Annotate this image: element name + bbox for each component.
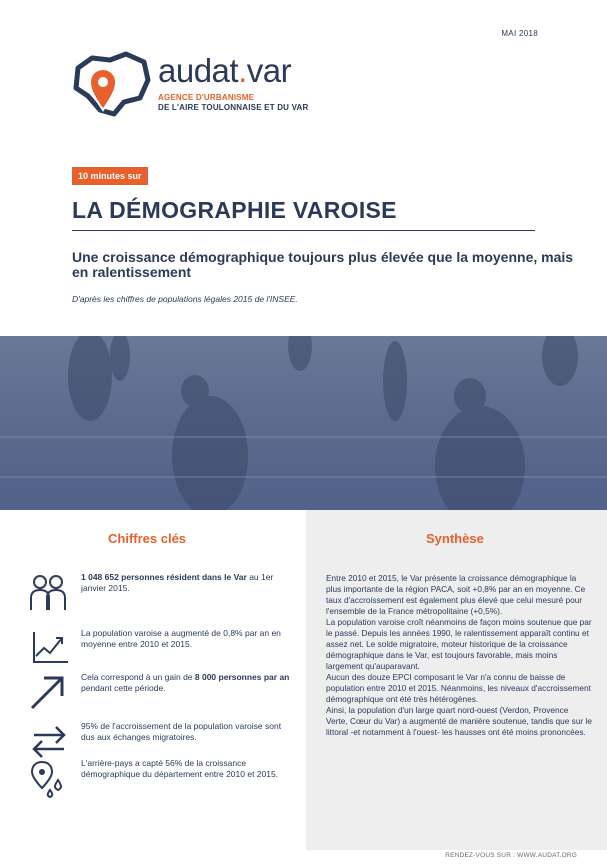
page-title: LA DÉMOGRAPHIE VAROISE [72, 197, 397, 223]
key-figure-text: 1 048 652 personnes résident dans le Var au 1er janvier 2015. [81, 572, 274, 593]
footer-link[interactable]: RENDEZ-VOUS SUR : WWW.AUDAT.ORG [445, 852, 577, 859]
key-figure-gain [28, 672, 298, 712]
page-subtitle: Une croissance démographique toujours plus élevée que la moyenne, mais en ralentissement [72, 249, 574, 280]
synthesis-paragraph: Entre 2010 et 2015, le Var présente la croissance démographique la plus importante de la région PACA, soit +0,8% par an en moyenne. Ce taux d'accroissement est également plus élevé que celui mesuré pour l'ensemble de la France métropolitaine (+0,5%). [326, 573, 586, 616]
key-figure-population [28, 572, 298, 612]
exchange-arrows-icon [28, 721, 70, 761]
location-drops-icon [28, 758, 70, 798]
key-figure-growth [28, 628, 298, 668]
synthesis-paragraph: Ainsi, la population d'un large quart nord-ouest (Verdon, Provence Verte, Cœur du Var) a augmenté de manière soutenue, tandis que sur le littoral -et notamment à l'ouest- les hausses ont été moins prononcées. [326, 705, 592, 737]
logo [70, 50, 330, 120]
key-figures-title: Chiffres clés [108, 531, 187, 546]
key-figure-text: L'arrière-pays a capté 56% de la croissance démographique du département entre 2010 et 2015. [81, 758, 279, 779]
synthesis-body [326, 573, 592, 738]
arrow-up-right-icon [28, 672, 70, 712]
logo-subtitle-2: DE L'AIRE TOULONNAISE ET DU VAR [158, 103, 309, 112]
date-label: MAI 2018 [501, 29, 538, 38]
key-figure-text: Cela correspond à un gain de 8 000 personnes par an pendant cette période. [81, 672, 290, 693]
people-icon [28, 572, 70, 612]
key-figure-text: La population varoise a augmenté de 0,8% par an en moyenne entre 2010 et 2015. [81, 628, 281, 649]
key-figure-text: 95% de l'accroissement de la population varoise sont dus aux échanges migratoires. [81, 721, 282, 742]
crowd-silhouettes-icon [0, 336, 607, 510]
map-pin-logo-icon [70, 50, 152, 118]
synthesis-paragraph: La population varoise croît néanmoins de façon moins soutenue que par le passé. Depuis les années 1990, le ralentissement apparaît continu et assez net. Le solde migratoire, moteur historique de la croissance démographique dans le Var, est toujours favorable, mais moins largement qu'auparavant. [326, 617, 592, 671]
source-note: D'après les chiffres de populations légales 2015 de l'INSEE. [72, 294, 298, 304]
banner-photo [0, 336, 607, 510]
key-figure-hinterland [28, 758, 298, 798]
logo-subtitle-1: AGENCE D'URBANISME [158, 93, 255, 102]
growth-chart-icon [28, 628, 70, 668]
logo-name: audat.var [158, 52, 292, 89]
synthesis-paragraph: Aucun des douze EPCI composant le Var n'a connu de baisse de population entre 2010 et 2015. Néanmoins, les niveaux d'accroissement démographique ont été très hétérogènes. [326, 672, 591, 704]
badge-10-minutes: 10 minutes sur [72, 167, 148, 185]
title-divider [72, 230, 535, 231]
synthesis-title: Synthèse [426, 531, 484, 546]
key-figure-migration [28, 721, 298, 761]
